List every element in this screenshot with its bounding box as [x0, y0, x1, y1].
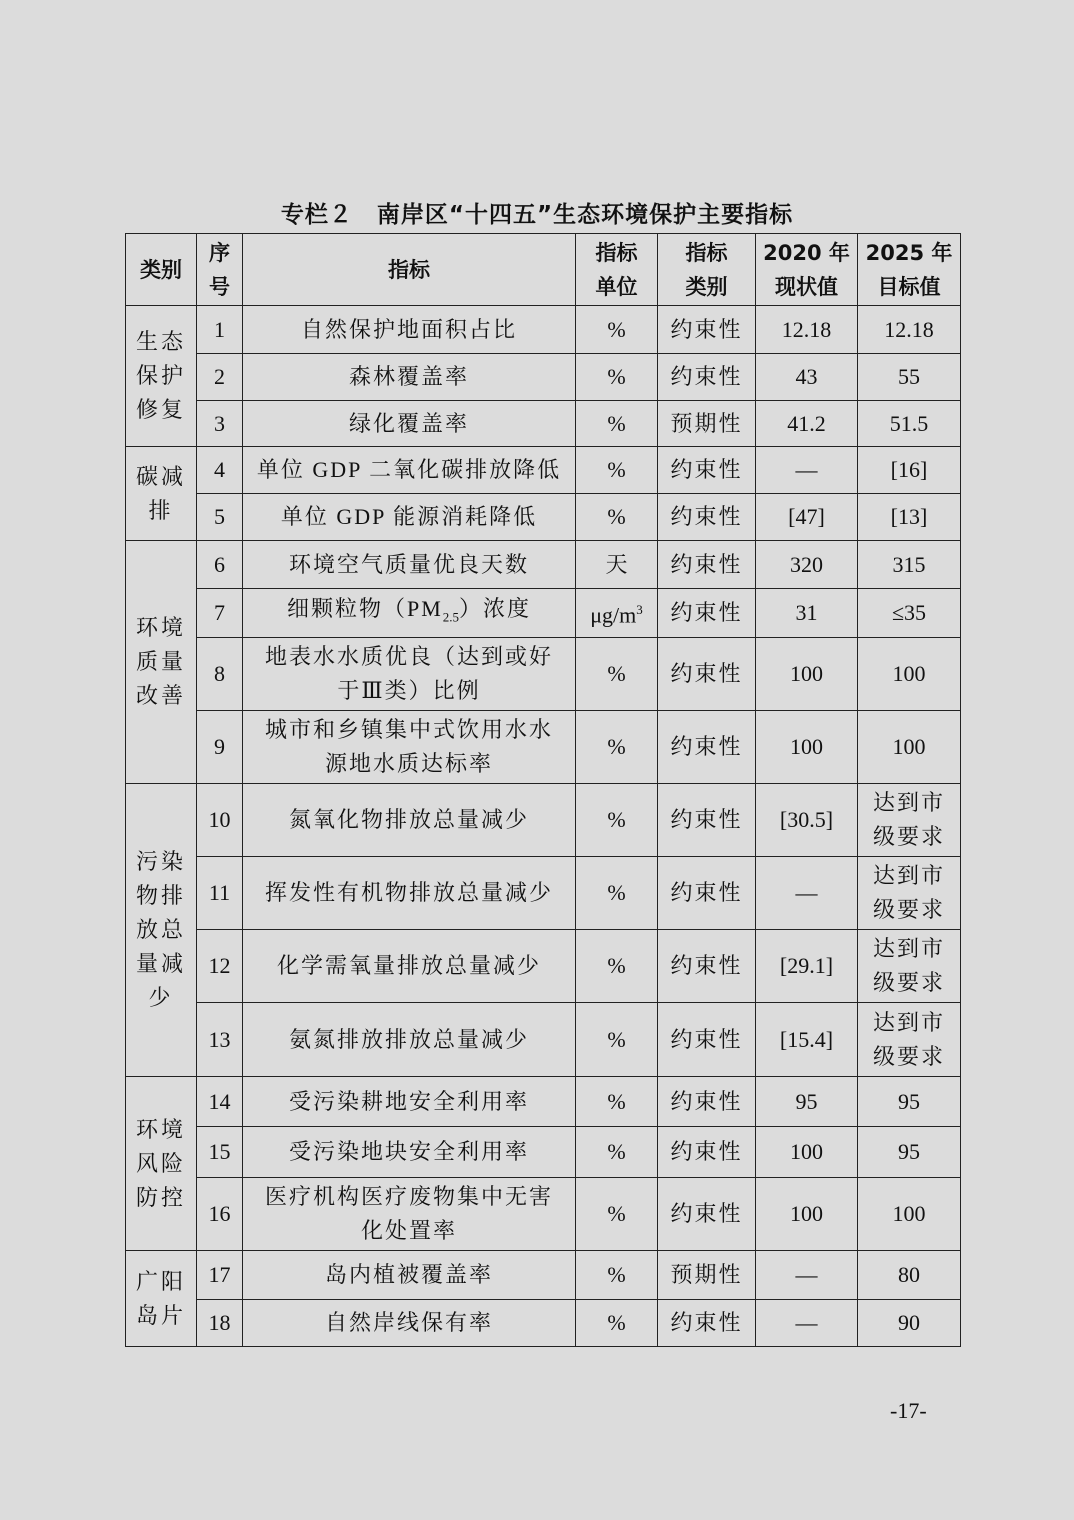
- type-cell: 约束性: [658, 784, 756, 857]
- baseline-cell: —: [756, 1251, 858, 1300]
- indicators-table: [125, 233, 961, 1347]
- baseline-cell: [30.5]: [756, 784, 858, 857]
- table-row: [126, 401, 961, 447]
- baseline-cell: 43: [756, 354, 858, 401]
- unit-cell: %: [576, 1127, 658, 1178]
- unit-cell: %: [576, 711, 658, 784]
- type-cell: 约束性: [658, 589, 756, 638]
- indicator-name: 细颗粒物$(PM_{2.5})$浓度: [243, 589, 576, 638]
- indicator-name: 环境空气质量优良天数: [243, 541, 576, 589]
- unit-cell: %: [576, 1178, 658, 1251]
- header-seq: 序 号: [197, 234, 243, 306]
- table-row: [126, 1178, 961, 1251]
- table-row: [126, 354, 961, 401]
- seq-cell: 12: [197, 930, 243, 1003]
- header-row: [126, 234, 961, 306]
- unit-cell: $\mu g/m^3$: [576, 589, 658, 638]
- target-cell: 95: [858, 1127, 961, 1178]
- indicator-name: 自然保护地面积占比: [243, 306, 576, 354]
- target-cell: 12.18: [858, 306, 961, 354]
- target-cell: 100: [858, 711, 961, 784]
- indicator-name: 自然岸线保有率: [243, 1300, 576, 1347]
- table-title: 专栏２ 南岸区“十四五”生态环境保护主要指标: [280, 202, 794, 228]
- baseline-cell: 320: [756, 541, 858, 589]
- unit-cell: %: [576, 857, 658, 930]
- type-cell: 约束性: [658, 638, 756, 711]
- type-cell: 约束性: [658, 1178, 756, 1251]
- indicator-name: 地表水水质优良（达到或好 于Ⅲ类）比例: [243, 638, 576, 711]
- indicator-name: 岛内植被覆盖率: [243, 1251, 576, 1300]
- unit-cell: %: [576, 447, 658, 494]
- seq-cell: 6: [197, 541, 243, 589]
- table-row: [126, 1077, 961, 1127]
- baseline-cell: 95: [756, 1077, 858, 1127]
- target-cell: 100: [858, 1178, 961, 1251]
- type-cell: 约束性: [658, 1077, 756, 1127]
- baseline-cell: 100: [756, 711, 858, 784]
- baseline-cell: [47]: [756, 494, 858, 541]
- header-unit: 指标 单位: [576, 234, 658, 306]
- type-cell: 约束性: [658, 306, 756, 354]
- type-cell: 约束性: [658, 354, 756, 401]
- category-cell: 广阳 岛片: [126, 1251, 197, 1347]
- unit-cell: %: [576, 494, 658, 541]
- indicator-name: 单位 GDP 二氧化碳排放降低: [243, 447, 576, 494]
- target-cell: 达到市 级要求: [858, 857, 961, 930]
- type-cell: 约束性: [658, 541, 756, 589]
- seq-cell: 8: [197, 638, 243, 711]
- page-number: -17-: [890, 1398, 927, 1423]
- type-cell: 约束性: [658, 857, 756, 930]
- table-row: [126, 541, 961, 589]
- target-cell: 95: [858, 1077, 961, 1127]
- indicator-name: 城市和乡镇集中式饮用水水 源地水质达标率: [243, 711, 576, 784]
- baseline-cell: 100: [756, 638, 858, 711]
- header-baseline: 2020 年 现状值: [756, 234, 858, 306]
- unit-cell: %: [576, 784, 658, 857]
- indicator-name: 挥发性有机物排放总量减少: [243, 857, 576, 930]
- seq-cell: 13: [197, 1003, 243, 1077]
- baseline-cell: —: [756, 1300, 858, 1347]
- seq-cell: 16: [197, 1178, 243, 1251]
- unit-cell: %: [576, 1300, 658, 1347]
- target-cell: 达到市 级要求: [858, 1003, 961, 1077]
- target-cell: 100: [858, 638, 961, 711]
- unit-cell: %: [576, 1077, 658, 1127]
- table-row: [126, 306, 961, 354]
- unit-cell: 天: [576, 541, 658, 589]
- type-cell: 约束性: [658, 1003, 756, 1077]
- seq-cell: 3: [197, 401, 243, 447]
- seq-cell: 2: [197, 354, 243, 401]
- category-cell: 环境 风险 防控: [126, 1077, 197, 1251]
- header-category: 类别: [126, 234, 197, 306]
- unit-cell: %: [576, 1003, 658, 1077]
- indicator-name: 森林覆盖率: [243, 354, 576, 401]
- table-row: [126, 784, 961, 857]
- type-cell: 约束性: [658, 930, 756, 1003]
- unit-cell: %: [576, 354, 658, 401]
- target-cell: 达到市 级要求: [858, 930, 961, 1003]
- unit-cell: %: [576, 401, 658, 447]
- seq-cell: 15: [197, 1127, 243, 1178]
- indicator-name: 化学需氧量排放总量减少: [243, 930, 576, 1003]
- target-cell: [16]: [858, 447, 961, 494]
- category-cell: 碳减 排: [126, 447, 197, 541]
- type-cell: 预期性: [658, 401, 756, 447]
- table-row: [126, 589, 961, 638]
- seq-cell: 10: [197, 784, 243, 857]
- table-row: [126, 1300, 961, 1347]
- table-row: [126, 638, 961, 711]
- header-type: 指标 类别: [658, 234, 756, 306]
- indicator-name: 单位 GDP 能源消耗降低: [243, 494, 576, 541]
- table-row: [126, 857, 961, 930]
- unit-cell: %: [576, 306, 658, 354]
- indicator-name: 绿化覆盖率: [243, 401, 576, 447]
- type-cell: 约束性: [658, 1300, 756, 1347]
- indicator-name: 氨氮排放排放总量减少: [243, 1003, 576, 1077]
- target-cell: 55: [858, 354, 961, 401]
- indicator-name: 受污染地块安全利用率: [243, 1127, 576, 1178]
- baseline-cell: 100: [756, 1178, 858, 1251]
- seq-cell: 11: [197, 857, 243, 930]
- table-row: [126, 494, 961, 541]
- type-cell: 约束性: [658, 447, 756, 494]
- target-cell: 80: [858, 1251, 961, 1300]
- baseline-cell: 100: [756, 1127, 858, 1178]
- unit-cell: %: [576, 930, 658, 1003]
- category-cell: 环境 质量 改善: [126, 541, 197, 784]
- indicator-name: 医疗机构医疗废物集中无害 化处置率: [243, 1178, 576, 1251]
- baseline-cell: 41.2: [756, 401, 858, 447]
- seq-cell: 4: [197, 447, 243, 494]
- type-cell: 约束性: [658, 711, 756, 784]
- header-target: 2025 年 目标值: [858, 234, 961, 306]
- seq-cell: 9: [197, 711, 243, 784]
- baseline-cell: [29.1]: [756, 930, 858, 1003]
- category-cell: 生态 保护 修复: [126, 306, 197, 447]
- target-cell: 51.5: [858, 401, 961, 447]
- seq-cell: 1: [197, 306, 243, 354]
- table-row: [126, 1003, 961, 1077]
- type-cell: 约束性: [658, 1127, 756, 1178]
- target-cell: [13]: [858, 494, 961, 541]
- target-cell: 达到市 级要求: [858, 784, 961, 857]
- baseline-cell: —: [756, 857, 858, 930]
- target-cell: 90: [858, 1300, 961, 1347]
- category-cell: 污染 物排 放总 量减 少: [126, 784, 197, 1077]
- table-row: [126, 930, 961, 1003]
- seq-cell: 18: [197, 1300, 243, 1347]
- baseline-cell: [15.4]: [756, 1003, 858, 1077]
- baseline-cell: 12.18: [756, 306, 858, 354]
- target-cell: 315: [858, 541, 961, 589]
- header-indicator: 指标: [243, 234, 576, 306]
- table-row: [126, 447, 961, 494]
- table-row: [126, 1251, 961, 1300]
- indicator-name: 氮氧化物排放总量减少: [243, 784, 576, 857]
- seq-cell: 14: [197, 1077, 243, 1127]
- indicator-name: 受污染耕地安全利用率: [243, 1077, 576, 1127]
- type-cell: 约束性: [658, 494, 756, 541]
- table-row: [126, 1127, 961, 1178]
- baseline-cell: 31: [756, 589, 858, 638]
- seq-cell: 5: [197, 494, 243, 541]
- seq-cell: 7: [197, 589, 243, 638]
- type-cell: 预期性: [658, 1251, 756, 1300]
- target-cell: ≤35: [858, 589, 961, 638]
- baseline-cell: —: [756, 447, 858, 494]
- unit-cell: %: [576, 638, 658, 711]
- table-row: [126, 711, 961, 784]
- unit-cell: %: [576, 1251, 658, 1300]
- seq-cell: 17: [197, 1251, 243, 1300]
